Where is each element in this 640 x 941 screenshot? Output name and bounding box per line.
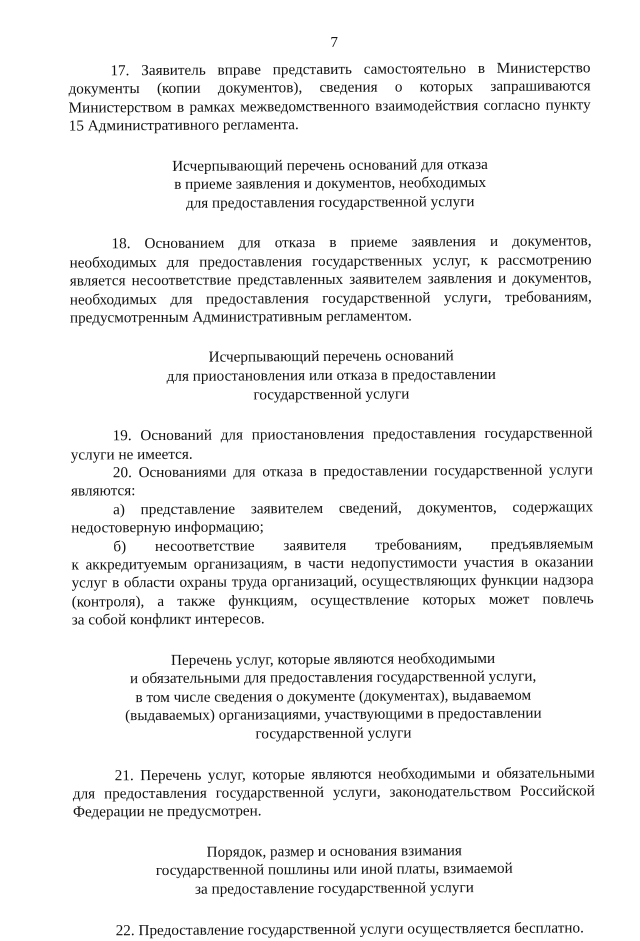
paragraph-line: (контроля), а также функциям, осуществление которых может повлечь — [71, 590, 594, 611]
paragraph-line: документы (копии документов), сведения о которых запрашиваются — [68, 77, 591, 98]
paragraph-line: 19. Оснований для приостановления предоставления государственной — [112, 424, 593, 445]
heading-line: государственной пошлины или иной платы, взимаемой — [155, 860, 513, 880]
paragraph-20b — [71, 535, 594, 630]
paragraph-line: необходимых для предоставления государственных услуг, к рассмотрению — [69, 251, 592, 272]
paragraph-22 — [74, 919, 596, 941]
paragraph-line: 22. Предоставление государственной услуги осуществляется бесплатно. — [115, 919, 584, 939]
heading-line: Перечень услуг, которые являются необходимыми — [170, 649, 496, 669]
heading-line: и обязательными для предоставления государственной услуги, — [129, 667, 537, 688]
heading-line: государственной услуги — [253, 385, 410, 404]
heading-line: Исчерпывающий перечень оснований для отказа — [172, 155, 488, 175]
paragraph-line: предусмотренным Административным регламентом. — [69, 307, 412, 327]
paragraph-line: за собой конфликт интересов. — [71, 610, 265, 629]
section-heading-suspension-refusal — [70, 347, 592, 406]
heading-line: в том числе сведения о документе (документах), выдаваемом — [135, 686, 532, 707]
paragraph-line: необходимых для предоставления государственной услуги, требованиям, — [69, 287, 592, 309]
heading-line: за предоставление государственной услуги — [194, 879, 474, 898]
paragraph-line: 20. Основаниями для отказа в предоставлении государственной услуги — [112, 461, 593, 482]
paragraph-17 — [68, 59, 590, 136]
paragraph-line: является несоответствие представленных заявителем заявления и документов, — [69, 269, 592, 290]
paragraph-19 — [71, 425, 593, 465]
paragraph-line: являются: — [70, 482, 136, 500]
heading-line: Исчерпывающий перечень оснований — [208, 347, 454, 367]
paragraph-line: б) несоответствие заявителя требованиям, предъявляемым — [113, 534, 594, 555]
paragraph-line: 17. Заявитель вправе представить самостоятельно в Министерство — [110, 59, 591, 80]
section-heading-state-fee — [73, 841, 595, 900]
page-number: 7 — [330, 34, 339, 51]
paragraph-20 — [71, 461, 593, 501]
paragraph-line: Федерации не предусмотрен. — [72, 802, 262, 821]
paragraph-line: а) представление заявителем сведений, документов, содержащих — [113, 498, 594, 519]
section-heading-required-services — [72, 649, 595, 745]
paragraph-line: 18. Основанием для отказа в приеме заявления и документов, — [111, 232, 592, 253]
heading-line: (выдаваемых) организациями, участвующими в предоставлении — [125, 705, 542, 725]
paragraph-line: 15 Административного регламента. — [68, 116, 299, 135]
heading-line: для предоставления государственной услуги — [185, 192, 475, 212]
paragraph-line: недостоверную информацию; — [71, 518, 264, 537]
heading-line: в приеме заявления и документов, необходимых — [174, 174, 487, 194]
paragraph-line: услуг в области охраны труда организаций, осуществляющих функции надзора — [71, 571, 594, 592]
heading-line: государственной услуги — [255, 724, 412, 743]
paragraph-18 — [69, 233, 592, 328]
heading-line: Порядок, размер и основания взимания — [206, 842, 462, 861]
heading-line: для приостановления или отказа в предоставлении — [166, 365, 496, 385]
paragraph-line: услуги не имеется. — [70, 445, 193, 464]
paragraph-line: Министерством в рамках межведомственного взаимодействия согласно пункту — [68, 96, 591, 117]
section-heading-refusal-acceptance — [69, 155, 591, 214]
paragraph-20a — [71, 498, 593, 538]
paragraph-line: к аккредитуемым организациям, в части недопустимости участия в оказании — [71, 553, 594, 574]
paragraph-21 — [73, 764, 595, 822]
paragraph-line: 21. Перечень услуг, которые являются необходимыми и обязательными — [114, 763, 595, 784]
paragraph-line: для предоставления государственной услуги, законодательством Российской — [72, 782, 595, 803]
